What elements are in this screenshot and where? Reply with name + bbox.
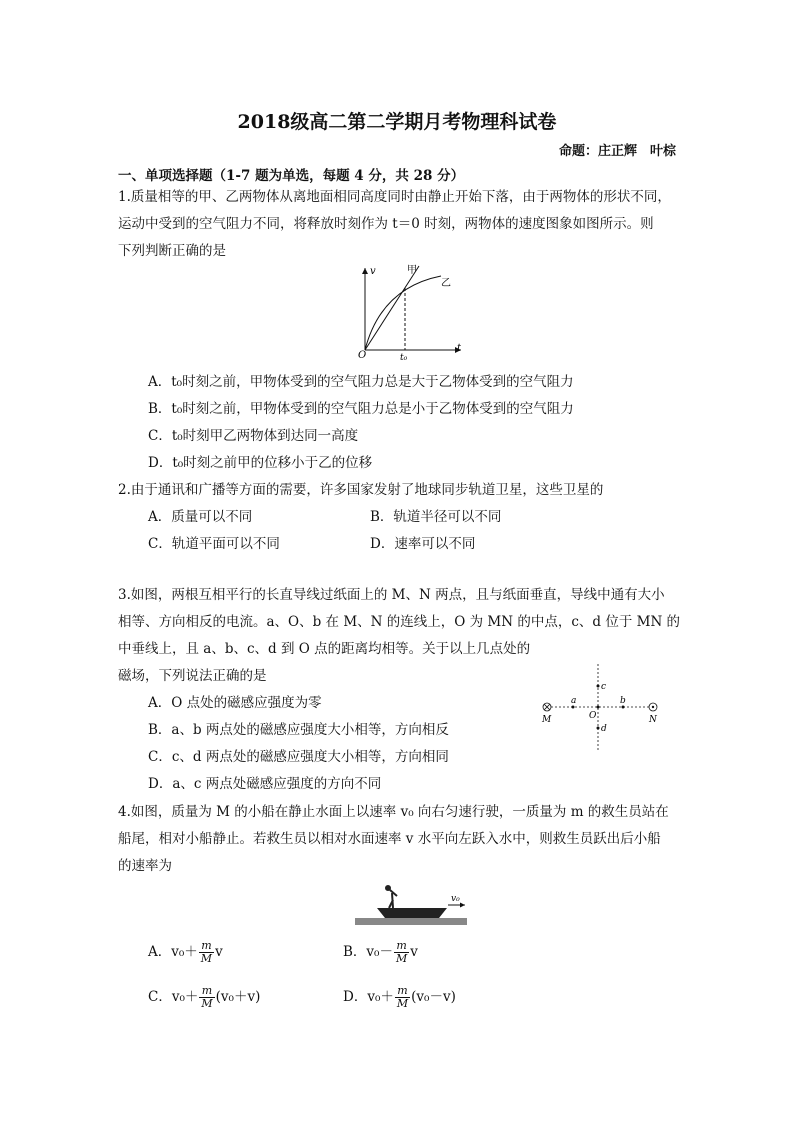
q2-option-c: C．轨道平面可以不同 [148, 536, 280, 552]
rescuer-figure-icon [385, 885, 397, 908]
q2-line: 2.由于通讯和广播等方面的需要，许多国家发射了地球同步轨道卫星，这些卫星的 [118, 482, 604, 498]
q3-option-a: A．O 点处的磁感应强度为零 [148, 695, 322, 711]
q3-line-1: 3.如图，两根互相平行的长直导线过纸面上的 M、N 两点，且与纸面垂直，导线中通有大小 [118, 587, 665, 603]
q1-option-a: A．t₀时刻之前，甲物体受到的空气阻力总是大于乙物体受到的空气阻力 [148, 374, 574, 390]
q1-option-b: B．t₀时刻之前，甲物体受到的空气阻力总是小于乙物体受到的空气阻力 [148, 401, 574, 417]
label-d: d [601, 724, 607, 734]
label-a: a [571, 696, 577, 706]
graph-origin-label: O [358, 350, 367, 361]
q3-option-b: B．a、b 两点处的磁感应强度大小相等，方向相反 [148, 722, 449, 738]
q1-option-d: D．t₀时刻之前甲的位移小于乙的位移 [148, 455, 373, 471]
q4-option-b: B．v₀－ $\frac{m}{M}$ v [343, 939, 418, 965]
q3-magnetic-field-diagram [535, 662, 665, 752]
graph-yi-label: 乙 [441, 278, 451, 289]
q3-option-c: C．c、d 两点处的磁感应强度大小相等，方向相同 [148, 749, 449, 765]
fraction-m-over-m: $\frac{m}{M}$ [396, 984, 409, 1010]
q1-velocity-graph [355, 262, 465, 362]
q3-line-4: 磁场，下列说法正确的是 [118, 668, 267, 684]
label-n: N [649, 715, 657, 725]
graph-t0-label: t₀ [400, 353, 408, 363]
q1-line-3: 下列判断正确的是 [118, 243, 226, 259]
wire-m-into-page-icon [543, 703, 551, 711]
wire-n-out-of-page-icon [649, 703, 657, 711]
label-c: c [601, 682, 607, 692]
page-title: 2018级高二第二学期月考物理科试卷 [237, 111, 557, 133]
graph-t-label: t [457, 343, 462, 354]
q1-line-1: 1.质量相等的甲、乙两物体从离地面相同高度同时由静止开始下落，由于两物体的形状不同， [118, 189, 671, 205]
q3-line-2: 相等、方向相反的电流。a、O、b 在 M、N 的连线上，O 为 MN 的中点，c、d 位于 MN 的 [118, 614, 681, 630]
q4-line-2: 船尾，相对小船静止。若救生员以相对水面速率 v 水平向左跃入水中，则救生员跃出后小船 [118, 831, 661, 847]
q2-option-d: D．速率可以不同 [370, 536, 476, 552]
q2-option-a: A．质量可以不同 [148, 509, 253, 525]
q3-line-3: 中垂线上，且 a、b、c、d 到 O 点的距离均相等。关于以上几点处的 [118, 641, 531, 657]
q4-line-3: 的速率为 [118, 858, 172, 874]
q1-option-c: C．t₀时刻甲乙两物体到达同一高度 [148, 428, 359, 444]
author-line: 命题：庄正辉 叶棕 [558, 144, 676, 159]
graph-jia-label: 甲 [407, 265, 417, 276]
q4-option-c: C．v₀＋ $\frac{m}{M}$ (v₀＋v) [148, 984, 261, 1010]
q3-option-d: D．a、c 两点处磁感应强度的方向不同 [148, 776, 382, 792]
q4-boat-diagram [355, 878, 470, 928]
q1-line-2: 运动中受到的空气阻力不同，将释放时刻作为 t＝0 时刻，两物体的速度图象如图所示。则 [118, 216, 654, 232]
q4-option-a: A．v₀＋ $\frac{m}{M}$ v [148, 939, 223, 965]
label-o: O [589, 711, 597, 721]
q4-line-1: 4.如图，质量为 M 的小船在静止水面上以速率 v₀ 向右匀速行驶，一质量为 m 的救生员站在 [118, 804, 669, 820]
fraction-m-over-m: $\frac{m}{M}$ [395, 939, 408, 965]
label-b: b [620, 696, 626, 706]
section-heading: 一、单项选择题（1-7 题为单选，每题 4 分，共 28 分） [118, 168, 465, 184]
graph-v-label: v [370, 266, 376, 277]
q2-option-b: B．轨道半径可以不同 [370, 509, 502, 525]
boat-v0-label: v₀ [451, 894, 460, 904]
fraction-m-over-m: $\frac{m}{M}$ [201, 984, 213, 1010]
q4-option-d: D．v₀＋ $\frac{m}{M}$ (v₀－v) [343, 984, 456, 1010]
fraction-m-over-m: $\frac{m}{M}$ [200, 939, 213, 965]
label-m: M [542, 715, 552, 725]
